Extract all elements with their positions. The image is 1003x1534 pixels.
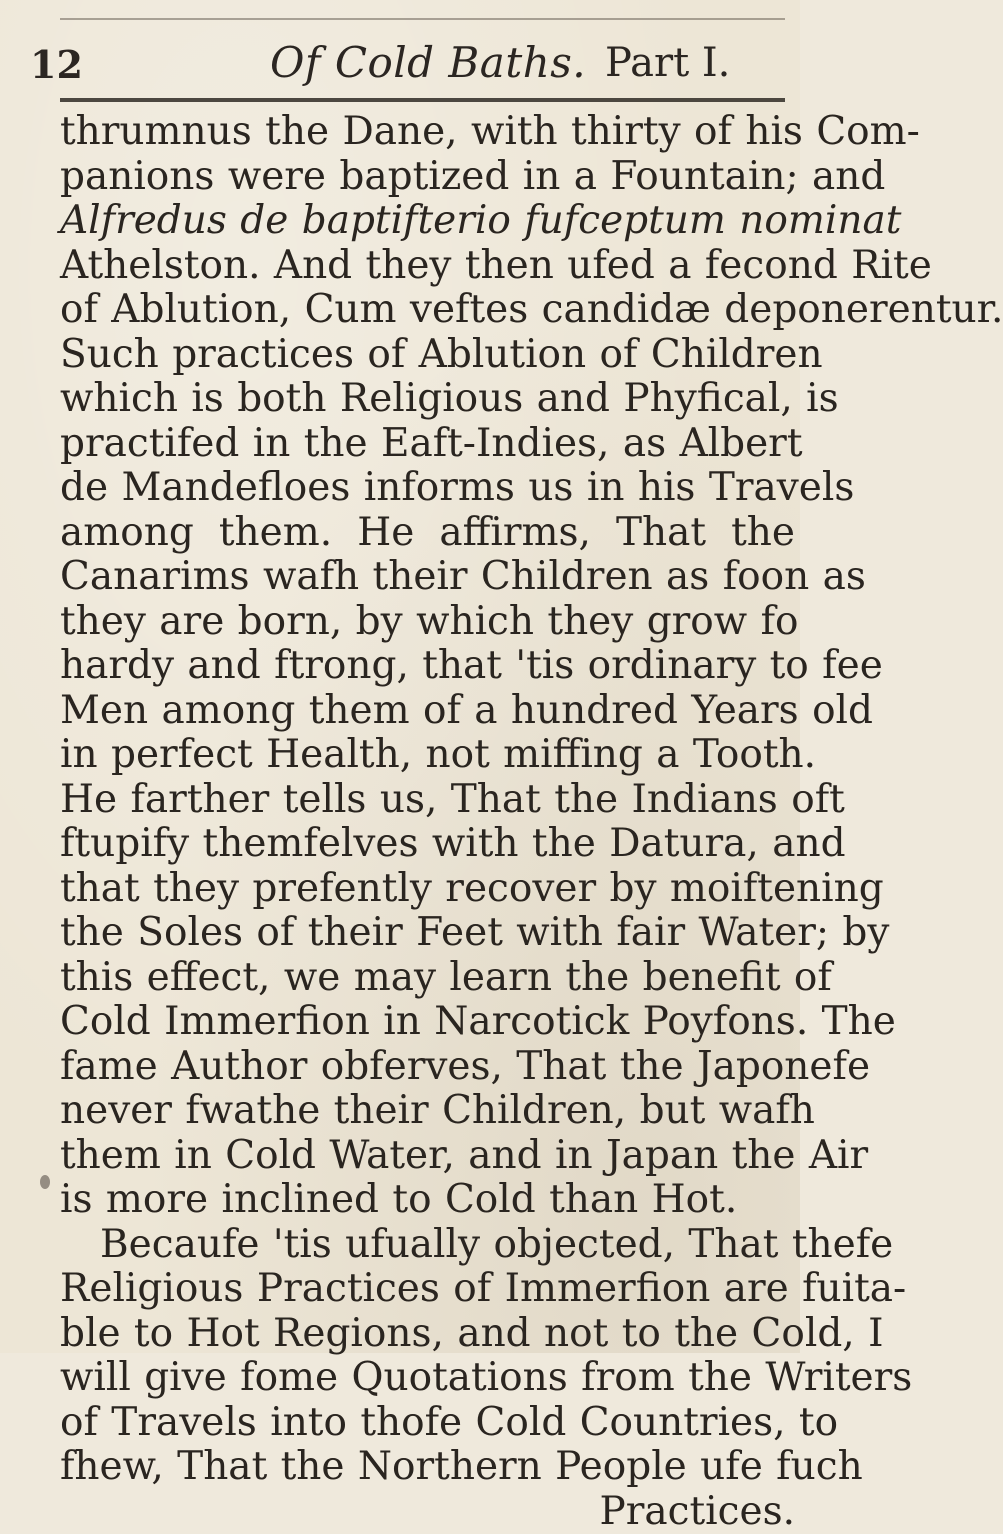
text-line: Alfredus de baptifterio fufceptum nominat bbox=[60, 199, 795, 244]
text-line: fame Author obferves, That the Japonefe bbox=[60, 1045, 795, 1090]
text-line: fhew, That the Northern People ufe fuch bbox=[60, 1445, 795, 1490]
header-rule bbox=[60, 98, 785, 102]
text-line: among them. He affirms, That the bbox=[60, 511, 795, 556]
text-line: panions were baptized in a Fountain; and bbox=[60, 155, 795, 200]
body-text bbox=[60, 110, 795, 1534]
text-line: of Travels into thofe Cold Countries, to bbox=[60, 1401, 795, 1446]
text-line: de Mandefloes informs us in his Travels bbox=[60, 466, 795, 511]
text-line: will give fome Quotations from the Writers bbox=[60, 1356, 795, 1401]
text-line: this effect, we may learn the benefit of bbox=[60, 956, 795, 1001]
text-line: them in Cold Water, and in Japan the Air bbox=[60, 1134, 795, 1179]
text-line: in perfect Health, not miffing a Tooth. bbox=[60, 733, 795, 778]
part-label: Part I. bbox=[605, 40, 730, 86]
text-line: Religious Practices of Immerfion are fuita- bbox=[60, 1267, 795, 1312]
text-line: hardy and ftrong, that 'tis ordinary to fee bbox=[60, 644, 795, 689]
top-edge-rule bbox=[60, 18, 785, 20]
text-line: Becaufe 'tis ufually objected, That thefe bbox=[60, 1223, 795, 1268]
text-line: ble to Hot Regions, and not to the Cold, I bbox=[60, 1312, 795, 1357]
text-line: Practices. bbox=[60, 1490, 795, 1534]
running-head bbox=[30, 38, 790, 94]
page-number: 12 bbox=[30, 42, 83, 87]
text-line: of Ablution, Cum veftes candidæ deponerentur. bbox=[60, 288, 795, 333]
text-line: which is both Religious and Phyfical, is bbox=[60, 377, 795, 422]
text-line: is more inclined to Cold than Hot. bbox=[60, 1178, 795, 1223]
text-line: Canarims wafh their Children as foon as bbox=[60, 555, 795, 600]
text-line: that they prefently recover by moiftening bbox=[60, 867, 795, 912]
text-line: He farther tells us, That the Indians oft bbox=[60, 778, 795, 823]
text-line: ftupify themfelves with the Datura, and bbox=[60, 822, 795, 867]
text-line: Cold Immerfion in Narcotick Poyfons. The bbox=[60, 1000, 795, 1045]
text-line: Athelston. And they then ufed a fecond Rite bbox=[60, 244, 795, 289]
text-line: thrumnus the Dane, with thirty of his Com- bbox=[60, 110, 795, 155]
running-title: Of Cold Baths. bbox=[270, 38, 586, 87]
text-line: Men among them of a hundred Years old bbox=[60, 689, 795, 734]
text-line: never fwathe their Children, but wafh bbox=[60, 1089, 795, 1134]
text-line: practifed in the Eaft-Indies, as Albert bbox=[60, 422, 795, 467]
text-line: Such practices of Ablution of Children bbox=[60, 333, 795, 378]
text-line: they are born, by which they grow fo bbox=[60, 600, 795, 645]
text-line: the Soles of their Feet with fair Water; by bbox=[60, 911, 795, 956]
ink-blot bbox=[40, 1175, 50, 1189]
